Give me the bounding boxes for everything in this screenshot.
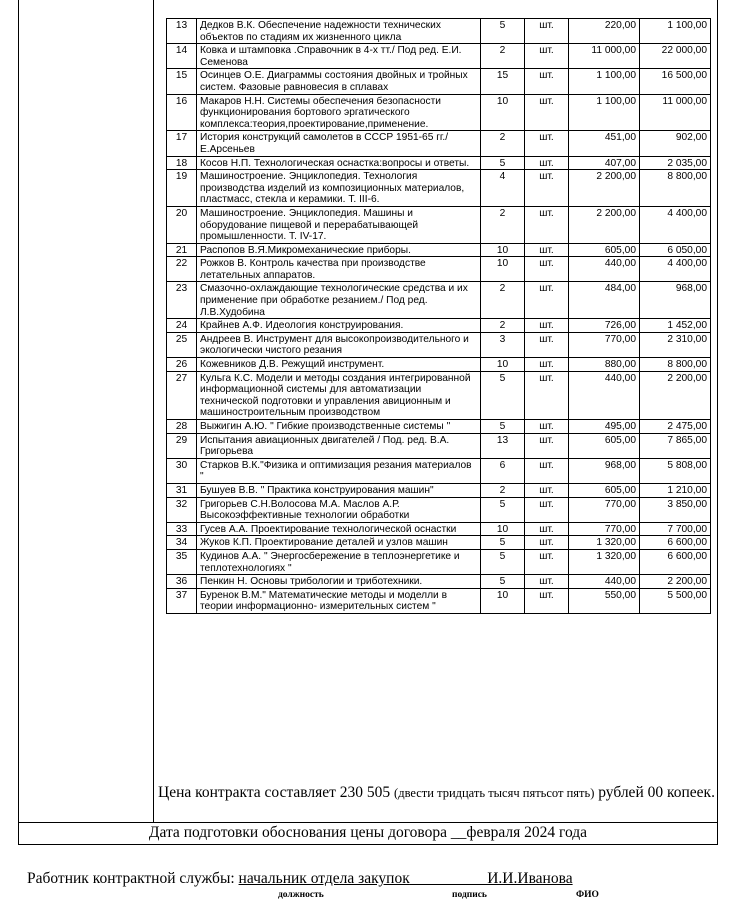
item-name: Дедков В.К. Обеспечение надежности технических объектов по стадиям их жизненного цикла — [197, 19, 481, 44]
item-unit: шт. — [525, 497, 569, 522]
item-price: 770,00 — [569, 497, 640, 522]
table-row — [167, 458, 711, 483]
item-unit: шт. — [525, 575, 569, 589]
table-row — [167, 131, 711, 156]
item-unit: шт. — [525, 358, 569, 372]
item-price: 495,00 — [569, 420, 640, 434]
item-unit: шт. — [525, 522, 569, 536]
item-unit: шт. — [525, 371, 569, 419]
item-sum: 2 035,00 — [640, 156, 711, 170]
item-sum: 1 210,00 — [640, 483, 711, 497]
item-price: 880,00 — [569, 358, 640, 372]
item-number: 28 — [167, 420, 197, 434]
table-row — [167, 94, 711, 131]
item-name: Макаров Н.Н. Системы обеспечения безопасности функционирования бортового эргатического комплекса:теория,проектирование,применение. — [197, 94, 481, 131]
item-name: Кульга К.С. Модели и методы создания интегрированной информационной системы для автоматизации технической подготовки и управления авиционным и машиностроительным производством — [197, 371, 481, 419]
item-number: 25 — [167, 332, 197, 357]
table-row — [167, 44, 711, 69]
item-unit: шт. — [525, 282, 569, 319]
signature-name: _И.И.Иванова — [479, 870, 573, 887]
item-unit: шт. — [525, 69, 569, 94]
items-table — [166, 18, 711, 614]
item-sum: 22 000,00 — [640, 44, 711, 69]
item-sum: 1 452,00 — [640, 319, 711, 333]
item-name: Бушуев В.В. " Практика конструирования машин" — [197, 483, 481, 497]
item-number: 19 — [167, 170, 197, 207]
table-row — [167, 420, 711, 434]
item-sum: 8 800,00 — [640, 170, 711, 207]
item-name: Жуков К.П. Проектирование деталей и узлов машин — [197, 536, 481, 550]
item-number: 37 — [167, 588, 197, 613]
item-name: Выжигин А.Ю. " Гибкие производственные системы " — [197, 420, 481, 434]
item-name: Машиностроение. Энциклопедия. Машины и оборудование пищевой и перерабатывающей промышленности. Т. IV-17. — [197, 206, 481, 243]
table-row — [167, 588, 711, 613]
item-unit: шт. — [525, 420, 569, 434]
table-row — [167, 433, 711, 458]
item-price: 407,00 — [569, 156, 640, 170]
item-number: 29 — [167, 433, 197, 458]
item-price: 1 320,00 — [569, 549, 640, 574]
table-row — [167, 69, 711, 94]
item-quantity: 5 — [481, 420, 525, 434]
item-price: 451,00 — [569, 131, 640, 156]
item-price: 605,00 — [569, 243, 640, 257]
signature-line — [27, 870, 727, 888]
table-row — [167, 319, 711, 333]
item-unit: шт. — [525, 332, 569, 357]
item-sum: 6 600,00 — [640, 536, 711, 550]
item-number: 24 — [167, 319, 197, 333]
item-number: 35 — [167, 549, 197, 574]
table-row — [167, 483, 711, 497]
item-quantity: 2 — [481, 206, 525, 243]
item-unit: шт. — [525, 458, 569, 483]
signature-label: Работник контрактной службы: — [27, 870, 239, 887]
item-unit: шт. — [525, 131, 569, 156]
item-sum: 2 475,00 — [640, 420, 711, 434]
item-unit: шт. — [525, 94, 569, 131]
item-price: 220,00 — [569, 19, 640, 44]
item-number: 14 — [167, 44, 197, 69]
item-price: 1 100,00 — [569, 69, 640, 94]
item-unit: шт. — [525, 319, 569, 333]
item-quantity: 2 — [481, 44, 525, 69]
item-number: 18 — [167, 156, 197, 170]
item-name: Кудинов А.А. " Энергосбережение в теплоэнергетике и теплотехнологиях " — [197, 549, 481, 574]
item-number: 15 — [167, 69, 197, 94]
item-quantity: 5 — [481, 536, 525, 550]
item-price: 1 320,00 — [569, 536, 640, 550]
item-sum: 2 200,00 — [640, 575, 711, 589]
item-number: 30 — [167, 458, 197, 483]
item-unit: шт. — [525, 44, 569, 69]
item-name: Ковка и штамповка .Справочник в 4-х тт./ Под ред. Е.И. Семенова — [197, 44, 481, 69]
table-row — [167, 206, 711, 243]
item-unit: шт. — [525, 206, 569, 243]
contract-price-currency: рублей 00 копеек. — [594, 784, 715, 801]
table-row — [167, 332, 711, 357]
item-name: Буренок В.М." Математические методы и моделли в теории информационно- измерительных систем " — [197, 588, 481, 613]
item-price: 968,00 — [569, 458, 640, 483]
caption-name: ФИО — [576, 890, 599, 900]
item-unit: шт. — [525, 19, 569, 44]
item-name: Рожков В. Контроль качества при производстве летательных аппаратов. — [197, 257, 481, 282]
frame-divider — [18, 822, 718, 823]
item-quantity: 10 — [481, 588, 525, 613]
table-row — [167, 170, 711, 207]
item-price: 550,00 — [569, 588, 640, 613]
item-name: Машиностроение. Энциклопедия. Технология производства изделий из композиционных материалов, пластмасс, стекла и керамики. Т. III-6. — [197, 170, 481, 207]
item-price: 605,00 — [569, 433, 640, 458]
table-row — [167, 522, 711, 536]
table-row — [167, 156, 711, 170]
item-number: 32 — [167, 497, 197, 522]
item-quantity: 15 — [481, 69, 525, 94]
item-name: Смазочно-охлаждающие технологические средства и их применение при обработке резанием./ Под ред. Л.В.Худобина — [197, 282, 481, 319]
item-sum: 11 000,00 — [640, 94, 711, 131]
table-row — [167, 282, 711, 319]
item-quantity: 2 — [481, 282, 525, 319]
table-row — [167, 497, 711, 522]
item-sum: 7 700,00 — [640, 522, 711, 536]
item-sum: 2 310,00 — [640, 332, 711, 357]
item-unit: шт. — [525, 483, 569, 497]
table-row — [167, 536, 711, 550]
frame-divider — [18, 844, 718, 845]
item-number: 36 — [167, 575, 197, 589]
item-quantity: 3 — [481, 332, 525, 357]
item-price: 484,00 — [569, 282, 640, 319]
item-sum: 2 200,00 — [640, 371, 711, 419]
item-unit: шт. — [525, 156, 569, 170]
table-row — [167, 243, 711, 257]
item-number: 13 — [167, 19, 197, 44]
item-name: Осинцев О.Е. Диаграммы состояния двойных и тройных систем. Фазовые равновесия в сплавах — [197, 69, 481, 94]
item-quantity: 5 — [481, 19, 525, 44]
item-name: Косов Н.П. Технологическая оснастка:вопросы и ответы. — [197, 156, 481, 170]
table-row — [167, 575, 711, 589]
item-unit: шт. — [525, 170, 569, 207]
item-price: 726,00 — [569, 319, 640, 333]
item-name: Испытания авиационных двигателей / Под. ред. В.А. Григорьева — [197, 433, 481, 458]
item-number: 21 — [167, 243, 197, 257]
item-quantity: 10 — [481, 522, 525, 536]
table-row — [167, 371, 711, 419]
item-price: 440,00 — [569, 575, 640, 589]
item-quantity: 10 — [481, 243, 525, 257]
item-unit: шт. — [525, 243, 569, 257]
item-number: 34 — [167, 536, 197, 550]
item-name: Крайнев А.Ф. Идеология конструирования. — [197, 319, 481, 333]
item-number: 26 — [167, 358, 197, 372]
signature-blank: _________ — [409, 870, 480, 887]
item-quantity: 2 — [481, 483, 525, 497]
caption-position: должность — [278, 890, 324, 900]
item-unit: шт. — [525, 588, 569, 613]
table-row — [167, 257, 711, 282]
item-name: Распопов В.Я.Микромеханические приборы. — [197, 243, 481, 257]
item-unit: шт. — [525, 433, 569, 458]
table-row — [167, 549, 711, 574]
contract-price-words: (двести тридцать тысяч пятьсот пять) — [394, 786, 595, 800]
item-sum: 4 400,00 — [640, 206, 711, 243]
item-quantity: 5 — [481, 371, 525, 419]
item-quantity: 2 — [481, 131, 525, 156]
frame-divider — [153, 0, 154, 822]
item-price: 2 200,00 — [569, 170, 640, 207]
item-number: 31 — [167, 483, 197, 497]
item-sum: 968,00 — [640, 282, 711, 319]
item-unit: шт. — [525, 549, 569, 574]
item-quantity: 13 — [481, 433, 525, 458]
item-quantity: 5 — [481, 549, 525, 574]
item-price: 2 200,00 — [569, 206, 640, 243]
item-quantity: 2 — [481, 319, 525, 333]
item-quantity: 5 — [481, 575, 525, 589]
item-sum: 1 100,00 — [640, 19, 711, 44]
item-sum: 6 050,00 — [640, 243, 711, 257]
item-price: 605,00 — [569, 483, 640, 497]
item-quantity: 10 — [481, 94, 525, 131]
item-price: 770,00 — [569, 332, 640, 357]
item-price: 1 100,00 — [569, 94, 640, 131]
item-number: 27 — [167, 371, 197, 419]
item-unit: шт. — [525, 257, 569, 282]
item-name: Пенкин Н. Основы трибологии и триботехники. — [197, 575, 481, 589]
item-sum: 5 500,00 — [640, 588, 711, 613]
item-name: Кожевников Д.В. Режущий инструмент. — [197, 358, 481, 372]
item-name: Григорьев С.Н.Волосова М.А. Маслов А.Р. Высокоэффективные технологии обработки — [197, 497, 481, 522]
contract-price — [158, 784, 716, 802]
item-name: Старков В.К."Физика и оптимизация резания материалов " — [197, 458, 481, 483]
item-name: Гусев А.А. Проектирование технологической оснастки — [197, 522, 481, 536]
item-number: 20 — [167, 206, 197, 243]
item-sum: 8 800,00 — [640, 358, 711, 372]
item-sum: 6 600,00 — [640, 549, 711, 574]
item-quantity: 6 — [481, 458, 525, 483]
table-row — [167, 358, 711, 372]
item-sum: 5 808,00 — [640, 458, 711, 483]
item-sum: 16 500,00 — [640, 69, 711, 94]
contract-price-text: Цена контракта составляет 230 505 — [158, 784, 395, 801]
item-number: 22 — [167, 257, 197, 282]
item-price: 770,00 — [569, 522, 640, 536]
item-sum: 902,00 — [640, 131, 711, 156]
item-price: 11 000,00 — [569, 44, 640, 69]
item-unit: шт. — [525, 536, 569, 550]
item-quantity: 10 — [481, 358, 525, 372]
item-sum: 4 400,00 — [640, 257, 711, 282]
item-sum: 7 865,00 — [640, 433, 711, 458]
item-number: 17 — [167, 131, 197, 156]
item-price: 440,00 — [569, 257, 640, 282]
item-price: 440,00 — [569, 371, 640, 419]
item-sum: 3 850,00 — [640, 497, 711, 522]
item-name: История конструкций самолетов в СССР 1951-65 гг./Е.Арсеньев — [197, 131, 481, 156]
item-quantity: 4 — [481, 170, 525, 207]
signature-position: начальник отдела закупок — [238, 870, 410, 887]
item-number: 33 — [167, 522, 197, 536]
preparation-date: Дата подготовки обоснования цены договора __февраля 2024 года — [148, 824, 588, 841]
item-name: Андреев В. Инструмент для высокопроизводительного и экологически чистого резания — [197, 332, 481, 357]
item-number: 16 — [167, 94, 197, 131]
item-quantity: 5 — [481, 156, 525, 170]
item-quantity: 5 — [481, 497, 525, 522]
table-row — [167, 19, 711, 44]
caption-signature: подпись — [452, 890, 487, 900]
item-quantity: 10 — [481, 257, 525, 282]
item-number: 23 — [167, 282, 197, 319]
